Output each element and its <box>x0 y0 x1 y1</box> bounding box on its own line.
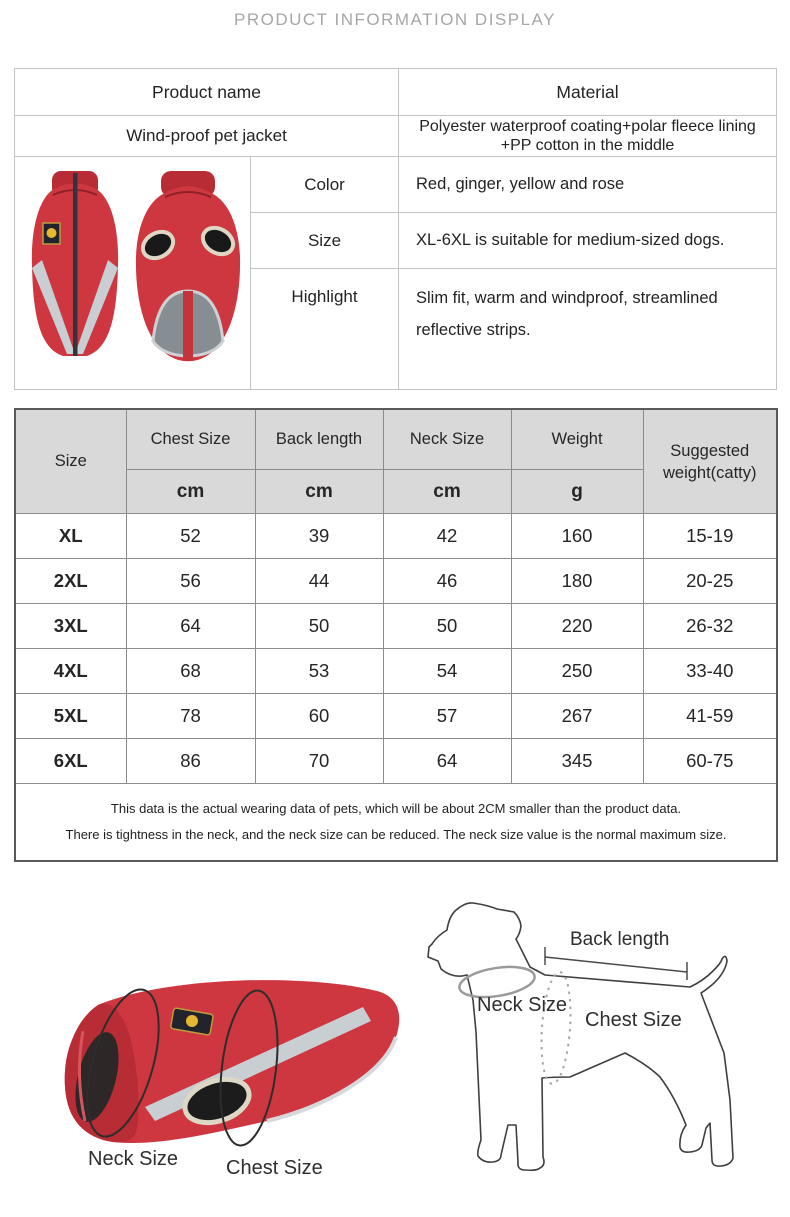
product-name-value: Wind-proof pet jacket <box>15 116 399 157</box>
cell-size: XL <box>15 514 126 559</box>
cell-weight: 267 <box>511 694 643 739</box>
col-header-size: Size <box>15 409 126 514</box>
color-label: Color <box>251 157 399 213</box>
size-chart-table <box>14 408 778 862</box>
cell-weight: 250 <box>511 649 643 694</box>
cell-chest: 56 <box>126 559 255 604</box>
cell-neck: 46 <box>383 559 511 604</box>
material-line-2: +PP cotton in the middle <box>500 137 675 154</box>
col-header-chest: Chest Size <box>126 409 255 470</box>
cell-chest: 78 <box>126 694 255 739</box>
size-chart-row-2xl <box>15 559 777 604</box>
highlight-line-2: reflective strips. <box>416 321 531 339</box>
cell-back: 60 <box>255 694 383 739</box>
unit-back: cm <box>255 470 383 514</box>
col-header-suggested: Suggested weight(catty) <box>643 409 777 514</box>
unit-weight: g <box>511 470 643 514</box>
cell-chest: 64 <box>126 604 255 649</box>
cell-back: 70 <box>255 739 383 784</box>
size-chart-row-3xl <box>15 604 777 649</box>
page-title: PRODUCT INFORMATION DISPLAY <box>234 10 556 29</box>
cell-neck: 50 <box>383 604 511 649</box>
info-value-row <box>15 116 777 157</box>
cell-chest: 68 <box>126 649 255 694</box>
product-info-table <box>14 68 777 390</box>
col-header-neck: Neck Size <box>383 409 511 470</box>
cell-suggested: 33-40 <box>643 649 777 694</box>
cell-neck: 54 <box>383 649 511 694</box>
size-chart-row-4xl <box>15 649 777 694</box>
color-row <box>15 157 777 213</box>
note-row <box>15 784 777 862</box>
cell-neck: 42 <box>383 514 511 559</box>
note-line-1: This data is the actual wearing data of pets, which will be about 2CM smaller than the product data. <box>110 801 682 816</box>
jacket-neck-size-label: Neck Size <box>88 1148 179 1170</box>
unit-neck: cm <box>383 470 511 514</box>
size-label: Size <box>251 213 399 269</box>
size-chart-row-xl <box>15 514 777 559</box>
cell-back: 39 <box>255 514 383 559</box>
dog-back-length-label: Back length <box>570 929 670 950</box>
size-chart-header-row <box>15 409 777 470</box>
product-photo-cell <box>15 157 251 390</box>
cell-back: 53 <box>255 649 383 694</box>
size-chart-row-6xl <box>15 739 777 784</box>
dog-neck-size-label: Neck Size <box>477 994 568 1016</box>
note-line-2: There is tightness in the neck, and the neck size can be reduced. The neck size value is the normal maximum size. <box>65 827 727 842</box>
cell-weight: 180 <box>511 559 643 604</box>
cell-chest: 86 <box>126 739 255 784</box>
cell-suggested: 20-25 <box>643 559 777 604</box>
highlight-line-1: Slim fit, warm and windproof, streamlined <box>416 289 718 307</box>
material-header: Material <box>399 69 777 116</box>
cell-neck: 64 <box>383 739 511 784</box>
highlight-label: Highlight <box>251 269 399 390</box>
back-length-measure-line <box>545 947 687 980</box>
jacket-chest-size-label: Chest Size <box>226 1157 323 1179</box>
cell-suggested: 15-19 <box>643 514 777 559</box>
cell-suggested: 60-75 <box>643 739 777 784</box>
col-header-back: Back length <box>255 409 383 470</box>
cell-weight: 160 <box>511 514 643 559</box>
size-chart-note <box>15 784 777 862</box>
cell-back: 44 <box>255 559 383 604</box>
size-value: XL-6XL is suitable for medium-sized dogs. <box>399 213 777 269</box>
material-line-1: Polyester waterproof coating+polar fleece lining <box>419 118 756 135</box>
unit-chest: cm <box>126 470 255 514</box>
cell-chest: 52 <box>126 514 255 559</box>
highlight-value <box>399 269 777 390</box>
material-value <box>399 116 777 157</box>
cell-size: 6XL <box>15 739 126 784</box>
cell-suggested: 41-59 <box>643 694 777 739</box>
dog-chest-size-label: Chest Size <box>585 1009 682 1031</box>
col-header-weight: Weight <box>511 409 643 470</box>
product-name-header: Product name <box>15 69 399 116</box>
cell-size: 3XL <box>15 604 126 649</box>
info-header-row <box>15 69 777 116</box>
cell-neck: 57 <box>383 694 511 739</box>
size-chart-row-5xl <box>15 694 777 739</box>
cell-weight: 345 <box>511 739 643 784</box>
jacket-product-photo <box>15 165 251 377</box>
jacket-measurement-photo <box>5 935 415 1185</box>
cell-size: 5XL <box>15 694 126 739</box>
cell-back: 50 <box>255 604 383 649</box>
cell-suggested: 26-32 <box>643 604 777 649</box>
cell-weight: 220 <box>511 604 643 649</box>
cell-size: 2XL <box>15 559 126 604</box>
cell-size: 4XL <box>15 649 126 694</box>
color-value: Red, ginger, yellow and rose <box>399 157 777 213</box>
